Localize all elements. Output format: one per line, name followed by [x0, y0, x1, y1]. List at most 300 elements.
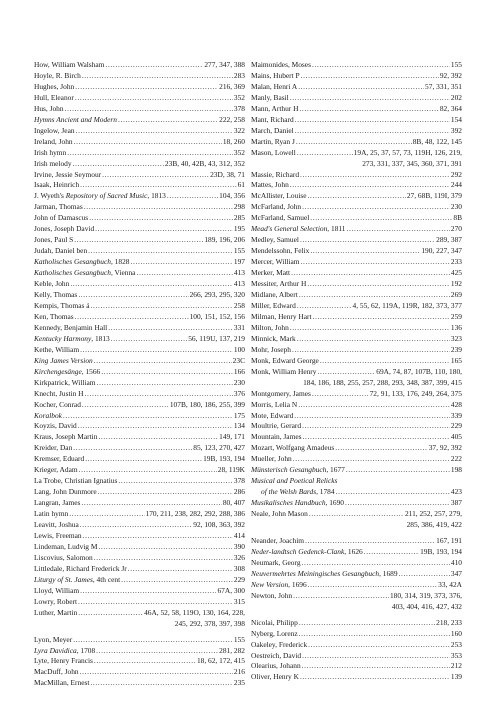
index-entry [34, 597, 245, 608]
index-entry [34, 531, 245, 542]
entry-name [261, 487, 335, 498]
entry-name-suffix: , 1813 [91, 333, 110, 343]
entry-name-suffix: , 1689 [379, 568, 398, 578]
entry-name-text: Hughes, John [34, 81, 75, 91]
entry-name-text: Hull, Eleanor [34, 92, 74, 102]
entry-name-suffix: , 1828 [110, 257, 130, 267]
leader-dots [291, 268, 450, 279]
leader-dots [297, 334, 450, 345]
entry-name [251, 235, 299, 246]
leader-dots [290, 93, 450, 104]
entry-pages: 277, 347, 388 [204, 60, 245, 69]
entry-name [251, 137, 295, 148]
index-entry [34, 126, 245, 137]
index-entry [34, 575, 245, 586]
entry-name [34, 246, 87, 257]
leader-dots [312, 389, 369, 400]
entry-name-text: Lewis, Freeman [34, 530, 82, 540]
entry-name-text: Kirchengesänge [34, 366, 82, 376]
entry-pages: 413 [233, 268, 245, 278]
entry-name [34, 389, 83, 400]
leader-dots [95, 224, 233, 235]
entry-name [251, 334, 296, 345]
entry-name [251, 301, 296, 312]
entry-name-text: Kocher, Conrad [34, 399, 81, 409]
entry-name [251, 411, 293, 422]
entry-name [251, 290, 298, 301]
entry-name [34, 635, 72, 646]
entry-name [34, 104, 64, 115]
entry-name [34, 126, 75, 137]
entry-name-text: Oliver, Henry K [251, 672, 299, 682]
leader-dots [130, 257, 232, 268]
index-entry [251, 235, 462, 246]
entry-pages: 19A, 25, 37, 57, 73, 119H, 126, 219, [353, 147, 462, 157]
entry-name-text: MacDuff, John [34, 667, 79, 677]
entry-name-text: Krieger, Adam [34, 465, 78, 475]
entry-name [34, 148, 66, 159]
leader-dots [317, 367, 375, 378]
index-entry [34, 378, 245, 389]
entry-name-text: Lloyd, William [34, 585, 80, 595]
leader-dots [290, 180, 450, 191]
entry-pages: 308 [233, 563, 245, 573]
entry-pages: 28, 119K [217, 465, 245, 475]
entry-name [34, 667, 79, 678]
entry-name [251, 591, 292, 602]
entry-name [251, 279, 306, 290]
entry-name-text: Neale, John Mason [251, 509, 308, 519]
entry-pages: 136 [450, 322, 462, 332]
entry-pages: 155 [233, 246, 245, 256]
leader-dots [302, 202, 450, 213]
index-entry [34, 334, 245, 345]
entry-name-text: Nyberg, Lorenz [251, 628, 298, 638]
index-entry [251, 640, 462, 651]
index-entry [251, 137, 462, 148]
entry-name [251, 389, 311, 400]
index-entry [251, 536, 462, 547]
entry-name [34, 71, 81, 82]
entry-pages: 154 [450, 114, 462, 124]
entry-pages: 57, 331, 351 [425, 81, 462, 91]
entry-name-text: Mountain, James [251, 432, 302, 442]
leader-dots [101, 367, 233, 378]
leader-dots [300, 170, 450, 181]
entry-pages: 92, 392 [439, 70, 462, 80]
leader-dots [80, 345, 233, 356]
leader-dots [80, 586, 216, 597]
leader-dots [310, 213, 452, 224]
entry-name-suffix: , Vienna [110, 268, 136, 278]
index-entry [251, 629, 462, 640]
entry-name [251, 569, 398, 580]
entry-name-text: Irish melody [34, 158, 72, 168]
index-entry [34, 82, 245, 93]
index-entry [34, 520, 245, 531]
entry-name-suffix: , 1811 [327, 224, 346, 234]
entry-name-text: Mendelssohn, Felix [251, 246, 310, 256]
entry-name-text: Ken, Thomas [34, 311, 74, 321]
entry-pages: 259 [450, 311, 462, 321]
leader-dots [75, 312, 189, 323]
leader-dots [81, 498, 221, 509]
entry-name [34, 170, 101, 181]
leader-dots [167, 191, 218, 202]
index-entry [34, 400, 245, 411]
entry-name [34, 137, 73, 148]
entry-pages: 202 [450, 92, 462, 102]
entry-name [34, 334, 110, 345]
entry-name-text: Morris, Lelia N [251, 399, 298, 409]
entry-name-text: McFarland, John [251, 202, 302, 212]
index-entry [251, 618, 462, 629]
entry-name [34, 367, 100, 378]
entry-name-text: Moultrie, Gerard [251, 421, 302, 431]
entry-pages: 352 [233, 92, 245, 102]
entry-name-text: Kethe, William [34, 344, 80, 354]
entry-name [251, 268, 290, 279]
leader-dots [80, 180, 236, 191]
index-entry [251, 170, 462, 181]
entry-pages: 175 [233, 410, 245, 420]
entry-name [34, 356, 93, 367]
entry-name-suffix: , 1566 [81, 366, 101, 376]
leader-dots [308, 580, 438, 591]
entry-name-text: Jones, Paul S [34, 235, 74, 245]
entry-pages: 100 [233, 344, 245, 354]
entry-name [251, 246, 309, 257]
leader-dots [296, 137, 412, 148]
entry-name [251, 224, 346, 235]
leader-dots [98, 432, 218, 443]
entry-name [34, 268, 135, 279]
entry-pages: 4, 55, 62, 119A, 119R, 182, 373, 377 [352, 300, 462, 310]
index-entry [251, 465, 462, 476]
index-entry [34, 656, 245, 667]
index-entry [251, 60, 462, 71]
leader-dots [98, 542, 232, 553]
entry-name-text: McAllister, Louise [251, 191, 307, 201]
entry-name-text: Manly, Basil [251, 92, 289, 102]
index-entry [34, 553, 245, 564]
entry-name [34, 443, 72, 454]
entry-name-text: Lowry, Robert [34, 596, 78, 606]
entry-pages: 190, 227, 347 [421, 246, 462, 256]
leader-dots [73, 443, 192, 454]
entry-name [251, 367, 316, 378]
index-entry [34, 235, 245, 246]
entry-name-text: J. Wyeth's [34, 191, 66, 201]
index-entry [34, 443, 245, 454]
leader-dots [308, 191, 406, 202]
entry-pages: 283 [233, 70, 245, 80]
index-entry-continuation: 403, 404, 416, 427, 432 [391, 601, 462, 611]
index-entry [251, 202, 462, 213]
leader-dots [136, 268, 232, 279]
leader-dots [85, 454, 202, 465]
entry-pages: 18, 260 [222, 136, 245, 146]
entry-name [251, 257, 300, 268]
index-entry [34, 224, 245, 235]
entry-pages: 8B [453, 213, 462, 223]
leader-dots [320, 356, 450, 367]
entry-name [251, 148, 296, 159]
entry-pages: 353 [450, 650, 462, 660]
entry-name-suffix: , 4th cent [92, 574, 121, 584]
entry-name [34, 159, 72, 170]
entry-name-text: Lindeman, Ludvig M [34, 541, 98, 551]
entry-pages: 352 [233, 147, 245, 157]
leader-dots [84, 202, 233, 213]
entry-name [34, 411, 62, 422]
index-entry [251, 591, 462, 602]
index-entry [251, 569, 462, 580]
leader-dots [128, 564, 233, 575]
entry-pages: 211, 252, 257, 279, [404, 509, 462, 519]
entry-name-text: Littledale, Richard Frederick Jr [34, 563, 127, 573]
entry-pages: 413 [233, 279, 245, 289]
entry-name-text: Liscovius, Salomon [34, 552, 93, 562]
leader-dots [74, 137, 222, 148]
entry-pages: 198 [450, 465, 462, 475]
entry-name [34, 575, 120, 586]
entry-pages: 23C [232, 355, 245, 365]
entry-pages: 107B, 180, 186, 255, 399 [169, 399, 245, 409]
entry-pages: 266, 293, 295, 320 [189, 290, 245, 300]
entry-name-text: Ireland, John [34, 136, 73, 146]
leader-dots [301, 71, 439, 82]
index-entry [34, 608, 245, 619]
entry-pages: 100, 151, 152, 156 [189, 311, 245, 321]
entry-pages: 222 [450, 454, 462, 464]
index-entry [251, 421, 462, 432]
entry-name [34, 531, 82, 542]
entry-pages: 253 [450, 639, 462, 649]
entry-pages: 67A, 300 [217, 585, 245, 595]
leader-dots [295, 126, 450, 137]
entry-name [34, 597, 77, 608]
index-entry [251, 301, 462, 312]
entry-name-text: John of Damascus [34, 213, 89, 223]
index-entry [34, 279, 245, 290]
entry-name-text: Mattes, John [251, 180, 289, 190]
index-entry-continuation: 273, 331, 337, 345, 360, 371, 391 [362, 158, 462, 168]
index-entry [34, 421, 245, 432]
entry-name [34, 454, 84, 465]
entry-pages: 61 [237, 180, 245, 190]
entry-pages: 37, 92, 392 [428, 443, 462, 453]
entry-pages: 166 [233, 366, 245, 376]
entry-name [34, 476, 117, 487]
entry-name [34, 312, 74, 323]
entry-name-text: Neder-landtsch Gedenck-Clank [251, 546, 345, 556]
entry-pages: 80, 407 [222, 498, 245, 508]
leader-dots [335, 443, 428, 454]
entry-name [34, 553, 93, 564]
entry-name [34, 235, 73, 246]
index-entry [251, 454, 462, 465]
index-entry [251, 487, 462, 498]
entry-name-text: Musikalisches Handbuch [251, 498, 326, 508]
leader-dots [78, 597, 233, 608]
entry-name-text: Irvine, Jessie Seymour [34, 169, 102, 179]
entry-pages: 331 [233, 322, 245, 332]
entry-name [251, 661, 301, 672]
entry-pages: 428 [450, 399, 462, 409]
entry-pages: 23D, 38, 71 [210, 169, 245, 179]
leader-dots [69, 509, 144, 520]
entry-name-text: Jones, Joseph David [34, 224, 95, 234]
entry-name-text: Liturgy of St. James [34, 574, 93, 584]
leader-dots [299, 290, 450, 301]
index-entry [251, 148, 462, 159]
leader-dots [301, 257, 450, 268]
index-entry [251, 443, 462, 454]
entry-name-text: Leavitt, Joshua [34, 520, 79, 530]
entry-name-text: Luther, Martin [34, 607, 78, 617]
entry-name-text: King James Version [34, 355, 93, 365]
entry-name [251, 547, 363, 558]
entry-name [34, 301, 90, 312]
entry-pages: 286 [233, 487, 245, 497]
index-entry-continuation: 184, 186, 188, 255, 257, 288, 293, 348, 387, 399, 415 [303, 377, 462, 387]
entry-name-text: Medley, Samuel [251, 235, 299, 245]
leader-dots [80, 667, 233, 678]
index-entry [34, 202, 245, 213]
leader-dots [292, 345, 450, 356]
entry-name-text: Knecht, Justin H [34, 388, 84, 398]
leader-dots [399, 569, 450, 580]
entry-name [251, 180, 289, 191]
index-entry-continuation: 285, 386, 419, 422 [406, 520, 462, 530]
index-entry [34, 257, 245, 268]
entry-name [34, 678, 89, 689]
entry-pages: 33, 42A [438, 579, 462, 589]
leader-dots [88, 246, 233, 257]
entry-name-text: Mant, Richard [251, 114, 294, 124]
entry-pages: 197 [233, 257, 245, 267]
entry-name-text: Lyte, Henry Francis [34, 656, 93, 666]
entry-name-text: Monk, Edward George [251, 355, 319, 365]
leader-dots [290, 323, 450, 334]
entry-name [34, 82, 74, 93]
entry-name-text: Nicolai, Philipp [251, 617, 298, 627]
index-entry [251, 432, 462, 443]
leader-dots [90, 678, 232, 689]
leader-dots [75, 93, 233, 104]
index-entry [251, 224, 462, 235]
index-entry [251, 672, 462, 683]
index-entry [251, 279, 462, 290]
entry-pages: 192 [450, 279, 462, 289]
entry-name [34, 520, 79, 531]
entry-pages: 323 [450, 333, 462, 343]
entry-pages: 410 [450, 557, 462, 567]
entry-name-text: March, Daniel [251, 125, 294, 135]
entry-pages: 170, 211, 238, 282, 292, 288, 386 [145, 509, 245, 519]
entry-name [251, 498, 344, 509]
entry-name-text: Kremser, Eduard [34, 454, 85, 464]
entry-pages: 165 [450, 355, 462, 365]
entry-name [34, 542, 97, 553]
entry-name-text: Kelly, Thomas [34, 290, 78, 300]
index-entry [34, 71, 245, 82]
entry-name [34, 115, 117, 126]
index-entry [34, 586, 245, 597]
entry-pages: 189, 196, 206 [204, 235, 245, 245]
leader-dots [347, 224, 450, 235]
entry-name-text: Koralbok [34, 410, 62, 420]
entry-name [251, 104, 298, 115]
index-entry [251, 509, 462, 520]
leader-dots [298, 400, 450, 411]
leader-dots [299, 104, 438, 115]
index-entry [34, 432, 245, 443]
entry-pages: 149, 171 [219, 432, 245, 442]
entry-name [251, 672, 299, 683]
entry-pages: 27, 68B, 119I, 379 [406, 191, 462, 201]
entry-name-text: Kirkpatrick, William [34, 377, 96, 387]
leader-dots [299, 618, 435, 629]
index-entry [251, 580, 462, 591]
entry-name-text: Mann, Arthur H [251, 103, 299, 113]
entry-name-text: Lyra Davidica [34, 645, 77, 655]
entry-name [34, 564, 127, 575]
entry-name [251, 312, 312, 323]
entry-name-suffix: , 1690 [325, 498, 344, 508]
leader-dots [102, 170, 209, 181]
index-entry [251, 558, 462, 569]
entry-name-text: Montgomery, James [251, 388, 311, 398]
entry-name-text: Mueller, John [251, 454, 292, 464]
leader-dots [302, 421, 450, 432]
entry-name [34, 487, 97, 498]
entry-name [34, 498, 80, 509]
index-entry [251, 498, 462, 509]
index-entry [34, 635, 245, 646]
entry-name [251, 213, 309, 224]
index-entry [34, 246, 245, 257]
index-entry [251, 82, 462, 93]
leader-dots [345, 498, 450, 509]
index-entry [251, 115, 462, 126]
leader-dots [105, 60, 203, 71]
entry-name-suffix: , 1708 [76, 645, 96, 655]
index-entry [34, 312, 245, 323]
entry-pages: 405 [450, 432, 462, 442]
index-entry [251, 389, 462, 400]
index-entry [34, 345, 245, 356]
entry-name [251, 170, 299, 181]
leader-dots [299, 629, 450, 640]
index-entry [34, 290, 245, 301]
index-entry [34, 678, 245, 689]
entry-pages: 347 [450, 568, 462, 578]
index-entry [34, 411, 245, 422]
entry-name [34, 509, 68, 520]
entry-name-suffix: , 1626 [344, 546, 363, 556]
index-entry [34, 367, 245, 378]
entry-pages: 19B, 193, 194 [420, 546, 462, 556]
index-entry [34, 389, 245, 400]
entry-name-text: Judah, Daniel ben [34, 246, 88, 256]
index-column-right [251, 60, 462, 683]
entry-name-text: Mason, Lowell [251, 147, 296, 157]
entry-pages: 85, 123, 270, 427 [193, 443, 245, 453]
entry-name-text: Irish hymn [34, 147, 67, 157]
entry-name-text: Oestreich, David [251, 650, 302, 660]
